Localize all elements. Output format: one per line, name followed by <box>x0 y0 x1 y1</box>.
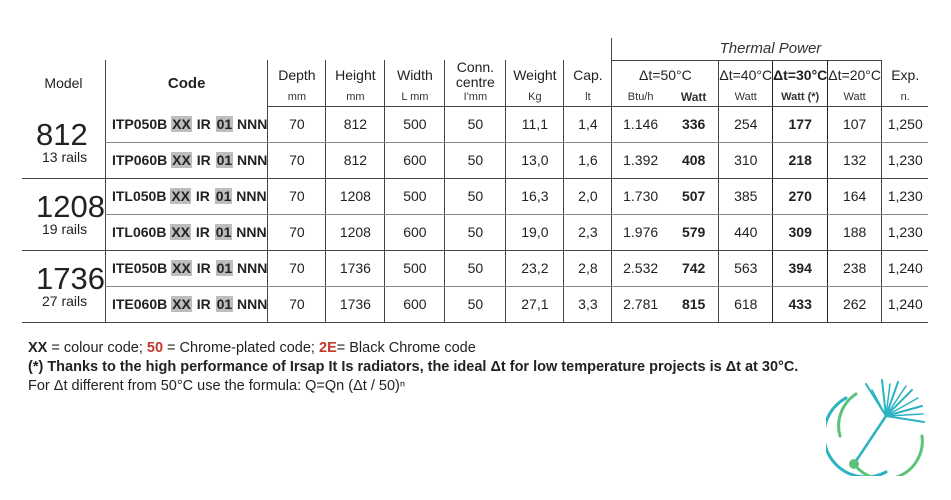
legend-chrome-key: 50 <box>146 340 164 356</box>
product-code <box>105 250 267 286</box>
model-number: 1736 <box>36 261 105 296</box>
unit-watt20: Watt <box>828 90 882 106</box>
cell-conn: 50 <box>445 142 506 178</box>
table-row <box>22 142 928 178</box>
cell-width: 500 <box>385 178 445 214</box>
cell-height: 812 <box>326 142 385 178</box>
code-prefix: ITE060B <box>111 296 168 312</box>
col-height: Height <box>326 60 385 90</box>
cell-exp: 1,240 <box>881 250 928 286</box>
code-colour: XX <box>172 152 191 168</box>
cell-w50: 507 <box>669 178 719 214</box>
code-legend <box>28 339 798 358</box>
col-code: Code <box>105 60 267 106</box>
unit-height: mm <box>326 90 385 106</box>
code-colour: XX <box>172 115 191 132</box>
cell-w20: 188 <box>828 214 882 250</box>
cell-w50: 336 <box>669 106 719 142</box>
cell-w20: 164 <box>828 178 882 214</box>
cell-btu: 1.976 <box>612 214 669 250</box>
unit-watt50: Watt <box>669 90 719 106</box>
col-model: Model <box>44 74 83 91</box>
cell-weight: 23,2 <box>506 250 564 286</box>
unit-depth: mm <box>268 90 326 106</box>
cell-conn: 50 <box>445 286 506 322</box>
cell-w50: 579 <box>669 214 719 250</box>
cell-exp: 1,230 <box>881 142 928 178</box>
code-prefix: ITE050B <box>111 260 168 276</box>
code-prefix: ITP060B <box>111 152 168 168</box>
code-01: 01 <box>216 260 233 276</box>
cell-depth: 70 <box>268 106 326 142</box>
table-row <box>22 214 928 250</box>
cell-w50: 742 <box>669 250 719 286</box>
product-table-wrapper <box>22 38 928 323</box>
cell-depth: 70 <box>268 286 326 322</box>
cell-cap: 1,6 <box>564 142 612 178</box>
unit-exp: n. <box>881 90 928 106</box>
cell-exp: 1,230 <box>881 214 928 250</box>
cell-exp: 1,230 <box>881 178 928 214</box>
cell-w40: 310 <box>719 142 773 178</box>
code-suffix: NNN <box>237 152 268 168</box>
cell-cap: 2,0 <box>564 178 612 214</box>
model-rails: 19 rails <box>42 221 88 237</box>
cell-cap: 3,3 <box>564 286 612 322</box>
cell-width: 500 <box>385 250 445 286</box>
product-code <box>105 106 267 142</box>
cell-conn: 50 <box>445 250 506 286</box>
code-colour: XX <box>172 296 191 312</box>
cell-width: 600 <box>385 286 445 322</box>
unit-watt40: Watt <box>719 90 773 106</box>
cell-btu: 2.532 <box>612 250 669 286</box>
code-suffix: NNN <box>237 260 268 276</box>
legend-black-key: 2E <box>319 340 337 356</box>
unit-weight: Kg <box>506 90 564 106</box>
col-dt30: Δt=30°C <box>773 60 828 90</box>
model-rails: 13 rails <box>42 148 88 165</box>
model-number: 1208 <box>36 189 105 224</box>
cell-w40: 563 <box>719 250 773 286</box>
cell-w20: 262 <box>828 286 882 322</box>
cell-cap: 2,8 <box>564 250 612 286</box>
cell-height: 1208 <box>326 214 385 250</box>
cell-weight: 16,3 <box>506 178 564 214</box>
cell-height: 812 <box>326 106 385 142</box>
code-01: 01 <box>216 296 233 312</box>
table-row <box>22 250 928 286</box>
cell-w30: 270 <box>773 178 828 214</box>
unit-cap: lt <box>564 90 612 106</box>
cell-exp: 1,250 <box>881 106 928 142</box>
thermal-power-heading: Thermal Power <box>612 38 929 60</box>
cell-w40: 385 <box>719 178 773 214</box>
cell-weight: 13,0 <box>506 142 564 178</box>
cell-height: 1208 <box>326 178 385 214</box>
product-code <box>105 142 267 178</box>
model-cell <box>22 178 105 250</box>
col-width: Width <box>385 60 445 90</box>
cell-w30: 433 <box>773 286 828 322</box>
performance-note: (*) Thanks to the high performance of Irsap It Is radiators, the ideal Δt for low temperature projects is Δt at 30°C. <box>28 359 799 375</box>
model-rails: 27 rails <box>42 293 88 309</box>
code-suffix: NNN <box>236 188 267 204</box>
unit-width: L mm <box>385 90 445 106</box>
legend-chrome-text: = Chrome-plated code; <box>163 340 319 356</box>
cell-weight: 19,0 <box>506 214 564 250</box>
cell-exp: 1,240 <box>881 286 928 322</box>
cell-conn: 50 <box>445 106 506 142</box>
unit-btu: Btu/h <box>612 90 669 106</box>
code-01: 01 <box>216 152 233 168</box>
cell-conn: 50 <box>445 178 506 214</box>
table-row <box>22 106 928 142</box>
code-suffix: NNN <box>236 224 267 240</box>
cell-cap: 1,4 <box>564 106 612 142</box>
cell-depth: 70 <box>268 142 326 178</box>
col-dt50: Δt=50°C <box>612 60 719 90</box>
cell-depth: 70 <box>268 214 326 250</box>
cell-w20: 132 <box>828 142 882 178</box>
cell-w40: 254 <box>719 106 773 142</box>
cell-w30: 394 <box>773 250 828 286</box>
cell-weight: 27,1 <box>506 286 564 322</box>
unit-watt30: Watt (*) <box>773 90 828 106</box>
code-ir: IR <box>196 260 211 276</box>
code-prefix: ITP050B <box>111 115 168 132</box>
cell-w50: 815 <box>669 286 719 322</box>
code-prefix: ITL050B <box>111 188 167 204</box>
cell-height: 1736 <box>326 250 385 286</box>
code-colour: XX <box>171 224 191 240</box>
cell-w30: 309 <box>773 214 828 250</box>
cell-btu: 1.146 <box>612 106 669 142</box>
model-cell <box>22 106 105 178</box>
cell-width: 600 <box>385 142 445 178</box>
table-notes <box>28 339 798 396</box>
cell-w40: 440 <box>719 214 773 250</box>
cell-cap: 2,3 <box>564 214 612 250</box>
radiator-spec-table <box>22 38 928 323</box>
code-colour: XX <box>171 188 191 204</box>
table-row <box>22 286 928 322</box>
product-code <box>105 286 267 322</box>
cell-width: 600 <box>385 214 445 250</box>
cell-btu: 1.392 <box>612 142 669 178</box>
code-suffix: NNN <box>237 296 268 312</box>
cell-w50: 408 <box>669 142 719 178</box>
cell-w30: 218 <box>773 142 828 178</box>
product-code <box>105 178 267 214</box>
code-prefix: ITL060B <box>111 224 167 240</box>
formula-note: For Δt different from 50°C use the formula: Q=Qn (Δt / 50)ⁿ <box>28 378 406 394</box>
col-dt40: Δt=40°C <box>719 60 773 90</box>
code-ir: IR <box>196 115 211 132</box>
code-01: 01 <box>215 224 232 240</box>
cell-height: 1736 <box>326 286 385 322</box>
unit-conn: I'mm <box>445 90 506 106</box>
model-number: 812 <box>36 116 88 152</box>
code-colour: XX <box>172 260 191 276</box>
col-depth: Depth <box>268 60 326 90</box>
col-exp: Exp. <box>881 60 928 90</box>
col-dt20: Δt=20°C <box>828 60 882 90</box>
model-cell <box>22 250 105 322</box>
product-code <box>105 214 267 250</box>
col-weight: Weight <box>506 60 564 90</box>
code-ir: IR <box>195 224 210 240</box>
cell-w40: 618 <box>719 286 773 322</box>
legend-xx-text: = colour code; <box>47 340 147 356</box>
cell-w20: 238 <box>828 250 882 286</box>
cell-width: 500 <box>385 106 445 142</box>
code-ir: IR <box>196 296 211 312</box>
cell-depth: 70 <box>268 178 326 214</box>
cell-w30: 177 <box>773 106 828 142</box>
cell-conn: 50 <box>445 214 506 250</box>
code-ir: IR <box>196 152 211 168</box>
code-01: 01 <box>215 188 232 204</box>
col-conn: Conn. centre <box>445 60 506 90</box>
code-ir: IR <box>195 188 210 204</box>
cell-depth: 70 <box>268 250 326 286</box>
code-suffix: NNN <box>237 115 268 132</box>
code-01: 01 <box>216 115 233 132</box>
table-row <box>22 178 928 214</box>
legend-black-text: = Black Chrome code <box>336 340 476 356</box>
cell-btu: 1.730 <box>612 178 669 214</box>
cell-btu: 2.781 <box>612 286 669 322</box>
col-cap: Cap. <box>564 60 612 90</box>
legend-xx-key: XX <box>28 340 48 356</box>
cell-weight: 11,1 <box>506 106 564 142</box>
cell-w20: 107 <box>828 106 882 142</box>
brand-logo-icon <box>826 376 926 476</box>
